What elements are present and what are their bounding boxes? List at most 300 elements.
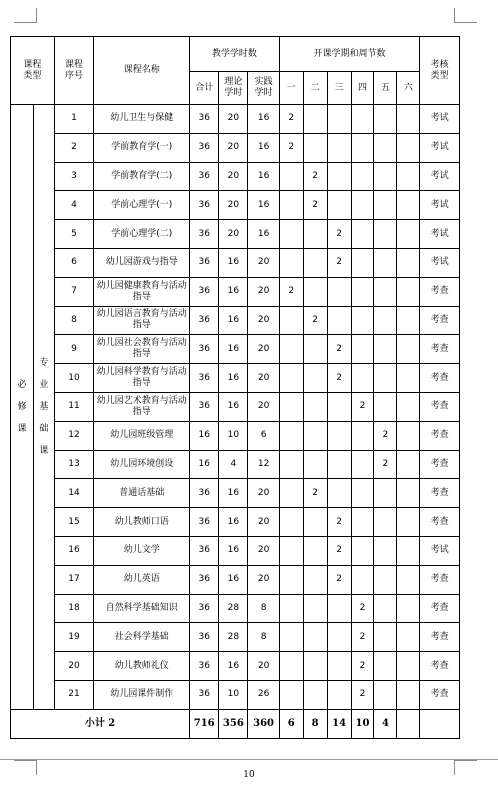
page-number: 10: [243, 770, 255, 780]
row-course-name: 普通话基础: [94, 479, 190, 508]
row-total: 36: [190, 508, 219, 537]
row-semester-5: [374, 277, 397, 306]
table-row: [11, 364, 460, 393]
table-row: [11, 565, 460, 594]
row-semester-4: [351, 105, 374, 134]
footer-rule: [0, 759, 498, 760]
table-row: [11, 652, 460, 681]
header-row-top: [11, 37, 460, 72]
row-semester-6: [397, 162, 420, 191]
row-semester-2: [303, 392, 327, 421]
header-hours-group: 教学学时数: [190, 37, 280, 72]
subtotal-semester-5: 4: [374, 709, 397, 738]
row-course-name: 学前心理学(二): [94, 220, 190, 249]
row-semester-1: [279, 364, 303, 393]
header-category: 课程 类型: [11, 37, 55, 105]
row-semester-1: [279, 623, 303, 652]
row-semester-6: [397, 565, 420, 594]
row-seq: 14: [54, 479, 94, 508]
row-semester-5: [374, 191, 397, 220]
row-assessment: 考试: [420, 536, 460, 565]
row-semester-5: [374, 536, 397, 565]
row-theory: 16: [219, 335, 248, 364]
row-assessment: 考查: [420, 306, 460, 335]
row-practice: 8: [248, 623, 279, 652]
subtotal-theory: 356: [219, 709, 248, 738]
header-semester-6: 六: [397, 72, 420, 105]
header-total: 合计: [190, 72, 219, 105]
row-seq: 5: [54, 220, 94, 249]
row-semester-1: [279, 306, 303, 335]
row-semester-6: [397, 508, 420, 537]
row-course-name: 幼儿文学: [94, 536, 190, 565]
row-total: 36: [190, 277, 219, 306]
row-semester-6: [397, 335, 420, 364]
row-course-name: 幼儿园课件制作: [94, 680, 190, 709]
row-semester-2: [303, 364, 327, 393]
row-theory: 16: [219, 565, 248, 594]
row-semester-1: [279, 680, 303, 709]
row-assessment: 考试: [420, 162, 460, 191]
row-semester-3: [327, 652, 351, 681]
row-assessment: 考查: [420, 680, 460, 709]
row-total: 36: [190, 623, 219, 652]
header-course-name: 课程名称: [94, 37, 190, 105]
row-practice: 20: [248, 248, 279, 277]
row-semester-3: [327, 191, 351, 220]
row-semester-3: [327, 623, 351, 652]
row-total: 36: [190, 392, 219, 421]
row-semester-3: 2: [327, 565, 351, 594]
header-practice: 实践 学时: [248, 72, 279, 105]
row-assessment: 考查: [420, 450, 460, 479]
row-course-name: 学前教育学(一): [94, 133, 190, 162]
row-semester-6: [397, 364, 420, 393]
header-semester-2: 二: [303, 72, 327, 105]
row-semester-1: [279, 536, 303, 565]
row-practice: 20: [248, 508, 279, 537]
row-course-name: 幼儿卫生与保健: [94, 105, 190, 134]
row-total: 36: [190, 335, 219, 364]
row-semester-6: [397, 680, 420, 709]
row-semester-4: [351, 450, 374, 479]
row-assessment: 考查: [420, 421, 460, 450]
row-theory: 28: [219, 623, 248, 652]
header-semester-3: 三: [327, 72, 351, 105]
row-semester-4: [351, 335, 374, 364]
row-theory: 16: [219, 508, 248, 537]
row-course-name: 幼儿园科学教育与活动指导: [94, 364, 190, 393]
subtotal-practice: 360: [248, 709, 279, 738]
subcategory-label: 专业基础课: [39, 357, 49, 456]
row-semester-2: 2: [303, 479, 327, 508]
header-semester-4: 四: [351, 72, 374, 105]
table-row: [11, 277, 460, 306]
row-practice: 20: [248, 277, 279, 306]
row-seq: 12: [54, 421, 94, 450]
row-assessment: 考试: [420, 105, 460, 134]
row-semester-5: [374, 133, 397, 162]
row-theory: 16: [219, 364, 248, 393]
row-semester-1: [279, 565, 303, 594]
row-total: 36: [190, 248, 219, 277]
table-row: [11, 105, 460, 134]
row-semester-2: [303, 680, 327, 709]
row-semester-6: [397, 105, 420, 134]
row-total: 36: [190, 536, 219, 565]
row-semester-1: [279, 248, 303, 277]
row-semester-1: [279, 335, 303, 364]
row-semester-3: 2: [327, 220, 351, 249]
row-seq: 17: [54, 565, 94, 594]
row-total: 36: [190, 133, 219, 162]
row-theory: 16: [219, 248, 248, 277]
table-row: [11, 623, 460, 652]
row-seq: 16: [54, 536, 94, 565]
row-semester-2: [303, 248, 327, 277]
row-practice: 20: [248, 479, 279, 508]
row-semester-5: [374, 335, 397, 364]
row-semester-3: [327, 133, 351, 162]
row-semester-3: [327, 594, 351, 623]
row-semester-1: [279, 652, 303, 681]
row-semester-3: [327, 306, 351, 335]
row-semester-4: [351, 364, 374, 393]
row-semester-5: [374, 680, 397, 709]
row-semester-2: [303, 536, 327, 565]
row-semester-4: [351, 479, 374, 508]
row-semester-3: 2: [327, 364, 351, 393]
row-semester-3: 2: [327, 335, 351, 364]
row-seq: 6: [54, 248, 94, 277]
row-total: 16: [190, 421, 219, 450]
row-semester-2: [303, 652, 327, 681]
table-row: [11, 248, 460, 277]
row-semester-5: [374, 565, 397, 594]
row-seq: 9: [54, 335, 94, 364]
table-row: [11, 220, 460, 249]
row-theory: 20: [219, 133, 248, 162]
subtotal-semester-2: 8: [303, 709, 327, 738]
row-semester-2: [303, 133, 327, 162]
row-semester-5: [374, 508, 397, 537]
row-semester-1: [279, 594, 303, 623]
row-semester-5: [374, 306, 397, 335]
row-semester-5: [374, 248, 397, 277]
row-course-name: 幼儿园班级管理: [94, 421, 190, 450]
row-practice: 20: [248, 335, 279, 364]
row-total: 36: [190, 306, 219, 335]
row-semester-6: [397, 450, 420, 479]
row-course-name: 幼儿教师口语: [94, 508, 190, 537]
row-seq: 13: [54, 450, 94, 479]
row-assessment: 考查: [420, 479, 460, 508]
row-semester-6: [397, 479, 420, 508]
row-assessment: 考查: [420, 594, 460, 623]
row-course-name: 幼儿园健康教育与活动指导: [94, 277, 190, 306]
row-course-name: 学前教育学(二): [94, 162, 190, 191]
row-practice: 20: [248, 565, 279, 594]
row-semester-4: [351, 248, 374, 277]
row-semester-5: [374, 392, 397, 421]
row-semester-5: 2: [374, 450, 397, 479]
subtotal-assessment: [420, 709, 460, 738]
row-theory: 16: [219, 306, 248, 335]
row-semester-2: 2: [303, 306, 327, 335]
row-semester-3: [327, 680, 351, 709]
row-semester-1: [279, 479, 303, 508]
row-semester-4: [351, 306, 374, 335]
table-row: [11, 680, 460, 709]
row-course-name: 幼儿园游戏与指导: [94, 248, 190, 277]
row-theory: 10: [219, 680, 248, 709]
row-semester-3: 2: [327, 248, 351, 277]
row-total: 36: [190, 162, 219, 191]
row-course-name: 自然科学基础知识: [94, 594, 190, 623]
row-practice: 26: [248, 680, 279, 709]
row-course-name: 社会科学基础: [94, 623, 190, 652]
row-theory: 16: [219, 479, 248, 508]
table-row: [11, 536, 460, 565]
row-semester-4: [351, 220, 374, 249]
row-semester-6: [397, 421, 420, 450]
row-theory: 20: [219, 191, 248, 220]
row-semester-2: [303, 623, 327, 652]
table-row: [11, 479, 460, 508]
table-row: [11, 162, 460, 191]
row-practice: 6: [248, 421, 279, 450]
row-semester-2: [303, 220, 327, 249]
row-semester-3: [327, 105, 351, 134]
row-theory: 20: [219, 162, 248, 191]
table-body: [11, 105, 460, 710]
row-assessment: 考查: [420, 364, 460, 393]
row-seq: 10: [54, 364, 94, 393]
row-semester-5: [374, 594, 397, 623]
row-semester-2: [303, 450, 327, 479]
row-course-name: 幼儿园语言教育与活动指导: [94, 306, 190, 335]
header-seq: 课程 序号: [54, 37, 94, 105]
row-semester-3: [327, 162, 351, 191]
curriculum-table: [10, 36, 460, 739]
row-assessment: 考试: [420, 191, 460, 220]
header-semester-group: 开课学期和周节数: [279, 37, 420, 72]
subtotal-semester-1: 6: [279, 709, 303, 738]
row-theory: 4: [219, 450, 248, 479]
row-practice: 20: [248, 364, 279, 393]
row-seq: 21: [54, 680, 94, 709]
row-assessment: 考查: [420, 392, 460, 421]
header-semester-5: 五: [374, 72, 397, 105]
row-practice: 16: [248, 133, 279, 162]
row-seq: 7: [54, 277, 94, 306]
row-semester-3: [327, 479, 351, 508]
row-semester-2: [303, 421, 327, 450]
row-semester-1: [279, 421, 303, 450]
header-semester-1: 一: [279, 72, 303, 105]
row-semester-1: 2: [279, 105, 303, 134]
row-theory: 20: [219, 220, 248, 249]
row-seq: 2: [54, 133, 94, 162]
row-semester-2: 2: [303, 191, 327, 220]
row-seq: 11: [54, 392, 94, 421]
row-semester-4: 2: [351, 652, 374, 681]
row-total: 36: [190, 479, 219, 508]
row-semester-6: [397, 652, 420, 681]
row-semester-1: [279, 220, 303, 249]
row-semester-6: [397, 392, 420, 421]
subtotal-row: [11, 709, 460, 738]
row-semester-6: [397, 220, 420, 249]
table-row: [11, 508, 460, 537]
row-semester-3: 2: [327, 536, 351, 565]
crop-mark-top-right: [454, 8, 477, 23]
header-theory: 理论 学时: [219, 72, 248, 105]
row-semester-3: [327, 450, 351, 479]
row-seq: 15: [54, 508, 94, 537]
row-course-name: 幼儿英语: [94, 565, 190, 594]
row-course-name: 幼儿园社会教育与活动指导: [94, 335, 190, 364]
row-practice: 20: [248, 652, 279, 681]
row-semester-4: [351, 191, 374, 220]
row-seq: 8: [54, 306, 94, 335]
row-course-name: 幼儿教师礼仪: [94, 652, 190, 681]
row-semester-5: [374, 479, 397, 508]
subtotal-semester-4: 10: [351, 709, 374, 738]
row-semester-6: [397, 623, 420, 652]
row-semester-1: [279, 450, 303, 479]
row-total: 36: [190, 652, 219, 681]
row-semester-6: [397, 536, 420, 565]
row-course-name: 学前心理学(一): [94, 191, 190, 220]
row-semester-5: [374, 652, 397, 681]
row-semester-6: [397, 594, 420, 623]
row-assessment: 考查: [420, 565, 460, 594]
row-theory: 16: [219, 652, 248, 681]
row-semester-4: 2: [351, 392, 374, 421]
row-semester-5: [374, 105, 397, 134]
row-seq: 19: [54, 623, 94, 652]
row-semester-5: 2: [374, 421, 397, 450]
row-practice: 20: [248, 392, 279, 421]
row-semester-2: [303, 105, 327, 134]
row-practice: 20: [248, 536, 279, 565]
row-semester-6: [397, 191, 420, 220]
row-semester-4: [351, 565, 374, 594]
row-semester-3: [327, 277, 351, 306]
row-total: 36: [190, 680, 219, 709]
row-semester-4: [351, 421, 374, 450]
row-theory: 20: [219, 105, 248, 134]
row-semester-5: [374, 623, 397, 652]
category-label: 必修课: [17, 379, 27, 434]
row-assessment: 考查: [420, 508, 460, 537]
row-theory: 28: [219, 594, 248, 623]
row-practice: 16: [248, 220, 279, 249]
row-seq: 3: [54, 162, 94, 191]
row-semester-2: [303, 594, 327, 623]
row-theory: 16: [219, 536, 248, 565]
row-total: 16: [190, 450, 219, 479]
row-practice: 16: [248, 162, 279, 191]
row-semester-4: 2: [351, 594, 374, 623]
row-practice: 20: [248, 306, 279, 335]
row-semester-1: 2: [279, 133, 303, 162]
row-semester-1: 2: [279, 277, 303, 306]
subtotal-total: 716: [190, 709, 219, 738]
row-semester-2: [303, 335, 327, 364]
row-assessment: 考查: [420, 277, 460, 306]
row-semester-4: 2: [351, 623, 374, 652]
category-cell: [11, 105, 34, 710]
table-row: [11, 306, 460, 335]
table-row: [11, 450, 460, 479]
row-course-name: 幼儿园环境创设: [94, 450, 190, 479]
subtotal-label: 小计 2: [11, 709, 190, 738]
row-semester-1: [279, 508, 303, 537]
row-semester-2: 2: [303, 162, 327, 191]
row-semester-5: [374, 220, 397, 249]
crop-mark-top-left: [14, 8, 37, 23]
row-semester-6: [397, 248, 420, 277]
row-practice: 16: [248, 105, 279, 134]
table-row: [11, 421, 460, 450]
row-total: 36: [190, 594, 219, 623]
row-semester-2: [303, 277, 327, 306]
row-semester-3: 2: [327, 508, 351, 537]
row-semester-1: [279, 392, 303, 421]
row-practice: 12: [248, 450, 279, 479]
row-assessment: 考查: [420, 623, 460, 652]
row-practice: 8: [248, 594, 279, 623]
row-total: 36: [190, 220, 219, 249]
row-semester-4: [351, 133, 374, 162]
row-course-name: 幼儿园艺术教育与活动指导: [94, 392, 190, 421]
row-semester-2: [303, 565, 327, 594]
row-semester-4: [351, 277, 374, 306]
row-semester-6: [397, 133, 420, 162]
row-seq: 20: [54, 652, 94, 681]
row-seq: 18: [54, 594, 94, 623]
row-semester-3: [327, 421, 351, 450]
row-seq: 4: [54, 191, 94, 220]
row-semester-4: [351, 162, 374, 191]
row-semester-1: [279, 191, 303, 220]
row-semester-5: [374, 364, 397, 393]
row-total: 36: [190, 364, 219, 393]
row-assessment: 考查: [420, 335, 460, 364]
row-semester-3: [327, 392, 351, 421]
row-semester-6: [397, 277, 420, 306]
row-semester-4: 2: [351, 680, 374, 709]
row-semester-5: [374, 162, 397, 191]
row-total: 36: [190, 565, 219, 594]
row-semester-4: [351, 536, 374, 565]
row-assessment: 考试: [420, 133, 460, 162]
row-assessment: 考试: [420, 220, 460, 249]
subtotal-semester-6: [397, 709, 420, 738]
row-total: 36: [190, 105, 219, 134]
row-total: 36: [190, 191, 219, 220]
table-row: [11, 392, 460, 421]
row-assessment: 考试: [420, 248, 460, 277]
subtotal-semester-3: 14: [327, 709, 351, 738]
row-semester-6: [397, 306, 420, 335]
row-semester-2: [303, 508, 327, 537]
row-semester-4: [351, 508, 374, 537]
row-theory: 16: [219, 277, 248, 306]
row-practice: 16: [248, 191, 279, 220]
